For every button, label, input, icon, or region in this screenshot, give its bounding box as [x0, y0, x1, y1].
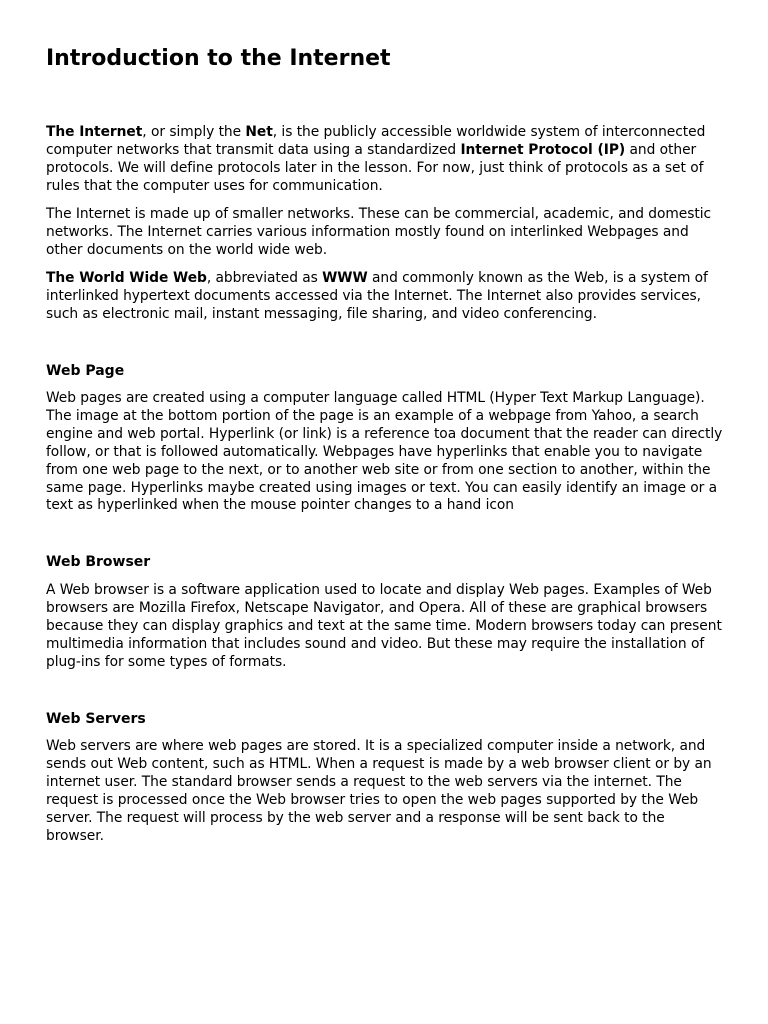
term-net: Net: [245, 124, 273, 140]
section-heading-web-page: Web Page: [46, 363, 125, 379]
term-the-internet: The Internet: [46, 124, 143, 140]
term-internet-protocol: Internet Protocol (IP): [460, 141, 626, 158]
section-body-web-page: Web pages are created using a computer language called HTML (Hyper Text Markup Language). The image at the bottom portion of the page is an example of a webpage from Yahoo, a search engine and web portal. Hyperlink (or link) is a reference toa document that the reader can directly follow, or that is followed automatically. Webpages have hyperlinks that enable you to navigate from one web page to the next, or to another web site or from one section to another, within the same page. Hyperlinks maybe created using images or text. You can easily identify an image or a text as hyperlinked when the mouse pointer changes to a hand icon: [46, 390, 723, 514]
term-www: WWW: [322, 270, 368, 286]
section-body-web-browser: A Web browser is a software application used to locate and display Web pages. Examples of Web browsers are Mozilla Firefox, Netscape Navigator, and Opera. All of these are graphical browsers because they can display graphics and text at the same time. Modern browsers today can present multimedia information that includes sound and video. But these may require the installation of plug-ins for some types of formats.: [46, 582, 722, 670]
section-body-web-servers: Web servers are where web pages are stored. It is a specialized computer inside a network, and sends out Web content, such as HTML. When a request is made by a web browser client or by an internet user. The standard browser sends a request to the web servers via the internet. The request is processed once the Web browser tries to open the web pages supported by the Web server. The request will process by the web server and a response will be sent back to the browser.: [46, 738, 712, 844]
intro-paragraph-www: [46, 270, 726, 324]
intro-text: , is the publicly accessible worldwide system of interconnected computer networks that transmit data using a standardized: [46, 124, 706, 158]
intro-text: and commonly known as the Web, is a system of interlinked hypertext documents accessed via the Internet. The Internet also provides services, such as electronic mail, instant messaging, file sharing, and video conferencing.: [46, 270, 708, 322]
intro-text: , abbreviated as: [206, 270, 323, 286]
section-heading-web-servers: Web Servers: [46, 711, 146, 727]
term-world-wide-web: The World Wide Web: [46, 270, 207, 286]
section-heading-web-browser: Web Browser: [46, 554, 151, 570]
intro-text: and other protocols. We will define protocols later in the lesson. For now, just think of protocols as a set of rules that the computer uses for communication.: [46, 141, 704, 194]
page-title: Introduction to the Internet: [46, 46, 391, 71]
intro-paragraph-networks: The Internet is made up of smaller networks. These can be commercial, academic, and domestic networks. The Internet carries various information mostly found on interlinked Webpages and other documents on the world wide web.: [46, 206, 712, 258]
intro-paragraph-internet: [46, 124, 726, 196]
intro-text: , or simply the: [142, 124, 246, 140]
